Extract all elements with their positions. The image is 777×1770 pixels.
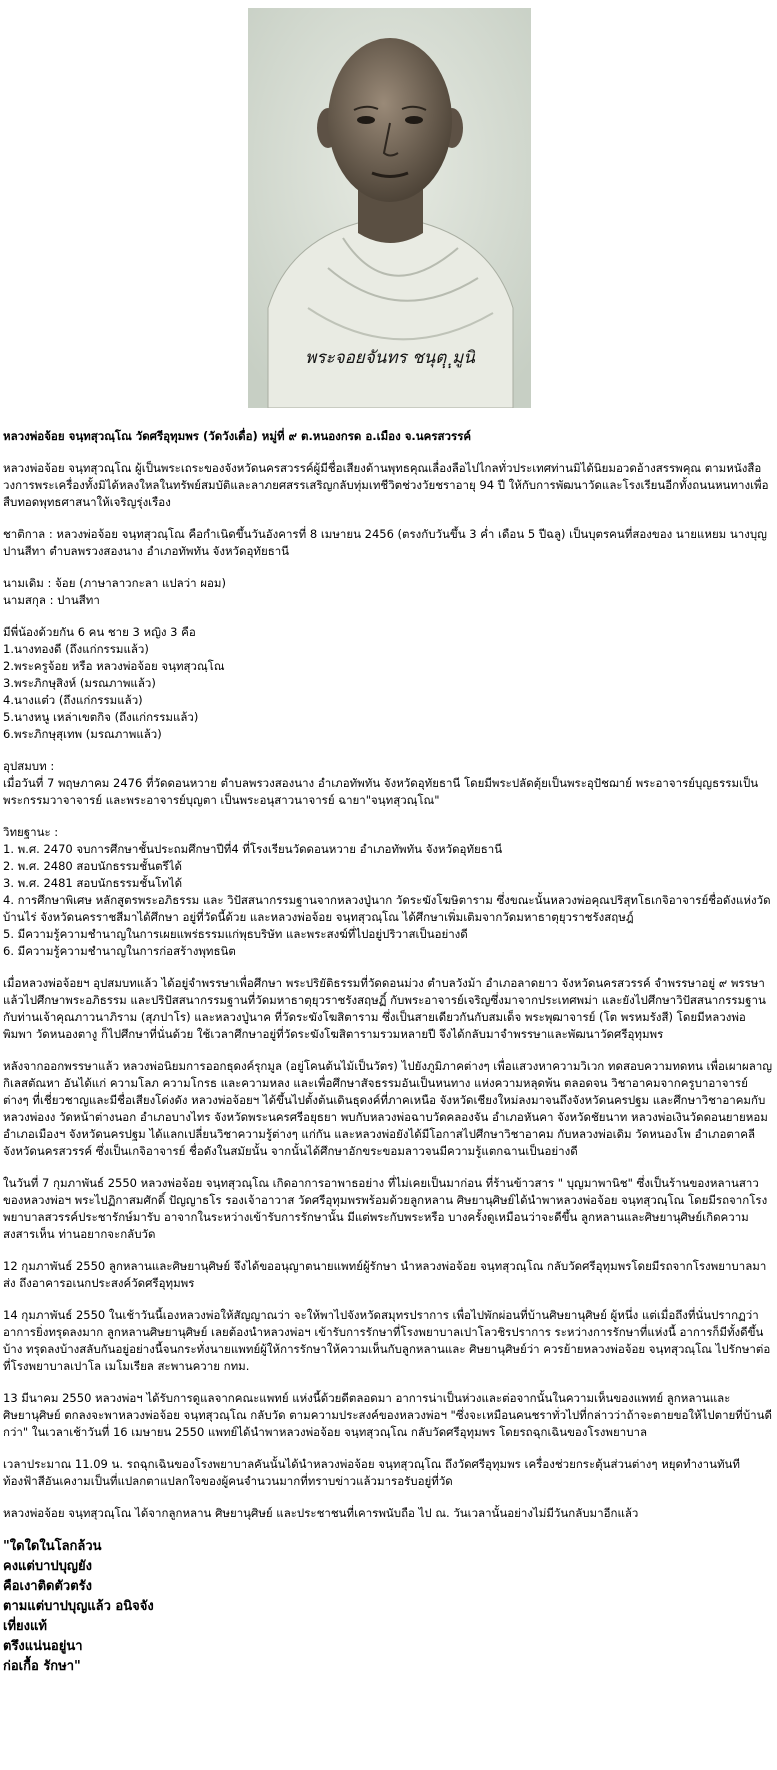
- story-paragraph: 14 กุมภาพันธ์ 2550 ในเช้าวันนี้เองหลวงพ่อให้สัญญาณว่า จะให้พาไปจังหวัดสมุทรปราการ เพื่อไปพักผ่อนที่บ้านศิษยานุศิษย์ ผู้หนึ่ง แต่เมื่อถึงที่นั่นปรากฏว่าอาการยิ่งทรุดลงมาก ลูกหลานศิษยานุศิษย์ เลยต้องนำหลวงพ่อฯ เข้ารับการรักษาที่โรงพยาบาลเปาโลวชิรปราการ ระหว่างการรักษาที่แห่งนี้ อาการก็มีทั้งดีขึ้นบ้าง ทรุดลงบ้างสลับกันอยู่อย่างนี้จนกระทั่งนายแพทย์ผู้ให้การรักษาให้ความเห็นกับลูกหลานและ ศิษยานุศิษย์ว่า ควรย้ายหลวงพ่อจ้อย จนฺทสุวณฺโณ ไปรักษาต่อที่โรงพยาบาลเปาโล เมโมเรียล สะพานควาย กทม.: [3, 1308, 771, 1373]
- story-paragraph: 12 กุมภาพันธ์ 2550 ลูกหลานและศิษยานุศิษย์ จึงได้ขออนุญาตนายแพทย์ผู้รักษา นำหลวงพ่อจ้อย จนฺทสุวณฺโณ กลับวัดศรีอุทุมพรโดยมีรถจากโรงพยาบาลมาส่ง ถึงอาคารอเนกประสงค์วัดศรีอุทุมพร: [3, 1259, 767, 1290]
- monk-portrait-illustration: [248, 8, 531, 408]
- closing-poem: [3, 1537, 773, 1677]
- list-item: 1. พ.ศ. 2470 จบการศึกษาชั้นประถมศึกษาปีที่4 ที่โรงเรียนวัดดอนหวาย อำเภอทัพทัน จังหวัดอุทัยธานี: [3, 842, 503, 856]
- birth-name: นามเดิม : จ้อย (ภาษาลาวกะลา แปลว่า ผอม): [3, 576, 226, 590]
- list-item: 3. พ.ศ. 2481 สอบนักธรรมชั้นโทได้: [3, 876, 183, 890]
- story-paragraph: หลังจากออกพรรษาแล้ว หลวงพ่อนิยมการออกธุดงค์รุกมูล (อยู่โคนต้นไม้เป็นวัตร) ไปยังภูมิภาคต่างๆ เพื่อแสวงหาความวิเวก ทดสอบความทดทน เพื่อเผาผลาญกิเลสตัณหา อันได้แก่ ความโลภ ความโกรธ และความหลง และเพื่อศึกษาสัจธรรมอันเป็นหนทาง แห่งความหลุดพ้น ตลอดจน วิชาอาคมจากครูบาอาจารย์ ต่างๆ ที่เชี่ยวชาญและมีชื่อเสียงโด่งดัง หลวงพ่อจ้อยฯ ได้ขึ้นไปตั้งต้นเดินธุดงค์ที่ภาคเหนือ จังหวัดเชียงใหม่ลงมาจนถึงจังหวัดนครปฐม และศึกษาวิชาอาคมกับหลวงพ่องง วัดหน้าต่างนอก อำเภอบางไทร จังหวัดพระนครศรีอยุธยา พบกับหลวงพ่อฉาบวัดคลองจัน อำเภอหันคา จังหวัดชัยนาท หลวงพ่อเงินวัดดอนยายหอม อำเภอเมืองฯ จังหวัดนครปฐม ได้แลกเปลี่ยนวิชาความรู้ต่างๆ แก่กัน และหลวงพ่อยังได้มีโอกาสไปศึกษาวิชาอาคม กับหลวงพ่อเดิม วัดหนองโพ อำเภอตาคลี จังหวัดนครสวรรค์ ซึ่งเป็นเกจิอาจารย์ ชื่อดังในสมัยนั้น จากนั้นได้ศึกษาอักขระขอมลาวจนมีความรู้แตกฉานเป็นอย่างดี: [3, 1059, 773, 1158]
- list-item: 1.นางทองดี (ถึงแก่กรรมแล้ว): [3, 642, 149, 656]
- portrait-photo: [248, 8, 531, 408]
- list-item: 5.นางหนู เหล่าเขตกิจ (ถึงแก่กรรมแล้ว): [3, 710, 199, 724]
- story-paragraph: หลวงพ่อจ้อย จนฺทสุวณฺโณ ได้จากลูกหลาน ศิษยานุศิษย์ และประชาชนที่เคารพนับถือ ไป ณ. วันเวลานั้นอย่างไม่มีวันกลับมาอีกแล้ว: [3, 1506, 639, 1520]
- birth-paragraph: ชาติกาล : หลวงพ่อจ้อย จนฺทสุวณฺโณ คือกำเนิดขึ้นวันอังคารที่ 8 เมษายน 2456 (ตรงกับวันขึ้น 3 ค่ำ เดือน 5 ปีฉลู) เป็นบุตรคนที่สองของ นายแหยม นางบุญ ปานสีทา ตำบลพรวงสองนาง อำเภอทัพทัน จังหวัดอุทัยธานี: [3, 527, 767, 558]
- list-item: 4. การศึกษาพิเศษ หลักสูตรพระอภิธรรม และ วิปัสสนากรรมฐานจากหลวงปู่นาก วัดระฆังโฆษิตาราม ซึ่งขณะนั้นหลวงพ่อคุณปริสุทโธเกจิอาจารย์ชื่อดังแห่งวัดบ้านไร่ จังหวัดนครราชสีมาได้ศึกษา อยู่ที่วัดนี้ด้วย และหลวงพ่อจ้อย จนฺทสุวณฺโณ ได้ศึกษาเพิ่มเติมจากวัดมหาธาตุยุวราชรังสฤษฎ์: [3, 893, 771, 924]
- names-block: [3, 575, 773, 609]
- ordination-block: [3, 758, 773, 809]
- list-item: 6. มีความรู้ความชำนาญในการก่อสร้างพุทธนิต: [3, 944, 236, 958]
- story-paragraph: 13 มีนาคม 2550 หลวงพ่อฯ ได้รับการดูแลจากคณะแพทย์ แห่งนี้ด้วยดีตลอดมา อาการน่าเป็นห่วงและต่อจากนั้นในความเห็นของแพทย์ ลูกหลานและศิษยานุศิษย์ ตกลงจะพาหลวงพ่อจ้อย จนฺทสุวณฺโณ กลับวัด ตามความประสงค์ของหลวงพ่อฯ "ซึ่งจะเหมือนคนชราทั่วไปที่กล่าวว่าถ้าจะตายขอให้ไปตายที่บ้านดีกว่า" ในเวลาเช้าวันที่ 16 เมษายน 2550 แพทย์ได้นำพาหลวงพ่อจ้อย จนฺทสุวณฺโณ กลับวัดศรีอุทุมพร โดยรถฉุกเฉินของโรงพยาบาล: [3, 1391, 772, 1439]
- poem-line: คงแต่บาปบุญยัง: [3, 1559, 92, 1574]
- poem-line: "ใดใดในโลกล้วน: [3, 1539, 102, 1554]
- list-item: 6.พระภิกษุสุเทพ (มรณภาพแล้ว): [3, 727, 162, 741]
- poem-line: ตามแต่บาปบุญแล้ว อนิจจัง: [3, 1599, 154, 1614]
- education-heading: วิทยฐานะ :: [3, 825, 59, 839]
- story-paragraph: ในวันที่ 7 กุมภาพันธ์ 2550 หลวงพ่อจ้อย จนฺทสุวณฺโณ เกิดอาการอาพาธอย่าง ที่ไม่เคยเป็นมาก่อน ที่ร้านข้าวสาร " บุญมาพานิช" ซึ่งเป็นร้านของหลานสาวของหลวงพ่อฯ พระไปฏิกาสมศักดิ์ ปัญญาธโร รองเจ้าอาวาส วัดศรีอุทุมพรพร้อมด้วยลูกหลาน ศิษยานุศิษย์ได้นำพาหลวงพ่อจ้อย จนฺทสุวณฺโณ โดยมีรถจากโรงพยาบาลสวรรค์ประชารักษ์มารับ อาจากในระหว่างเข้ารับการรักษานั้น มีแต่พระกับพระหรือ บางครั้งดูเหมือนว่าจะดีขึ้น ลูกหลานและศิษยานุศิษย์เกิดความสงสารเห็น ท่านอยากจะกลับวัด: [3, 1176, 768, 1241]
- surname: นามสกุล : ปานสีทา: [3, 593, 100, 607]
- list-item: 5. มีความรู้ความชำนาญในการเผยแพร่ธรรมแก่พุธบริษัท และพระสงฆ์ที่ไปอยู่ปริวาสเป็นอย่างดี: [3, 927, 468, 941]
- ordination-heading: อุปสมบท :: [3, 759, 55, 773]
- list-item: 2. พ.ศ. 2480 สอบนักธรรมชั้นตรีได้: [3, 859, 182, 873]
- poem-line: ตรึงแน่นอยู่นา: [3, 1639, 83, 1654]
- siblings-block: [3, 624, 773, 743]
- ordination-text: เมื่อวันที่ 7 พฤษภาคม 2476 ที่วัดดอนหวาย ตำบลพรวงสองนาง อำเภอทัพทัน จังหวัดอุทัยธานี โดยมีพระปลัดตุ้ยเป็นพระอุปัชฌาย์ พระอาจารย์บุญธรรมเป็น พระกรรมวาจาจารย์ และพระอาจารย์บุญตา เป็นพระอนุสาวนาจารย์ ฉายา"จนฺทสุวณฺโณ": [3, 776, 759, 807]
- poem-line: เที่ยงแท้: [3, 1619, 47, 1634]
- list-item: 3.พระภิกษุสิงห์ (มรณภาพแล้ว): [3, 676, 156, 690]
- education-block: [3, 824, 773, 960]
- siblings-heading: มีพี่น้องด้วยกัน 6 คน ชาย 3 หญิง 3 คือ: [3, 625, 196, 639]
- list-item: 2.พระครูจ้อย หรือ หลวงพ่อจ้อย จนฺทสุวณฺโณ: [3, 659, 225, 673]
- signature-text: พระจอยจันทร ชนุตฺฺ ฺฺมูนิ: [305, 348, 475, 368]
- story-paragraph: เมื่อหลวงพ่อจ้อยฯ อุปสมบทแล้ว ได้อยู่จำพรรษาเพื่อศึกษา พระปริยัติธรรมที่วัดดอนม่วง ตำบลวังม้า อำเภอลาดยาว จังหวัดนครสวรรค์ จำพรรษาอยู่ ๙ พรรษา แล้วไปศึกษาพระอภิธรรม และปริปัสสนากรรมฐานที่วัดมหาธาตุยุวราชรังสฤษฏิ์ กับพระอาจารย์เจริญซึ่งมาจากประเทศพม่า และยังไปศึกษาวิปัสสนากรรมฐาน กับท่านเจ้าคุณภาวนาภิราม (สุภปาโร) และหลวงปู่นาค ที่วัดระฆังโฆสิตาราม ซึ่งเป็นสายเดียวกันกับสมเด็จ พระพุฒาจารย์ (โต พรหมรังสี) โดยมีหลวงพ่อพิมพา วัดหนองตางู ก็ไปศึกษาที่นั่นด้วย ใช้เวลาศึกษาอยู่ที่วัดระฆังโฆสิตารามรวมหลายปี จึงได้กลับมาจำพรรษาและพัฒนาวัดศรีอุทุมพร: [3, 976, 766, 1041]
- poem-line: คือเงาติดตัวตรัง: [3, 1579, 92, 1594]
- article-title: หลวงพ่อจ้อย จนฺทสุวณฺโณ วัดศรีอุทุมพร (วัดวังเดื่อ) หมู่ที่ ๙ ต.หนองกรด อ.เมือง จ.นครสวรรค์: [3, 429, 472, 443]
- list-item: 4.นางแต๋ว (ถึงแก่กรรมแล้ว): [3, 693, 143, 707]
- story-paragraph: เวลาประมาณ 11.09 น. รถฉุกเฉินของโรงพยาบาลคันนั้นได้นำหลวงพ่อจ้อย จนฺทสุวณฺโณ ถึงวัดศรีอุทุมพร เครื่องช่วยกระตุ้นส่วนต่างๆ หยุดทำงานทันที ท้องฟ้าสีอันเคงามเป็นที่แปลกตาแปลกใจของผู้คนจำนวนมากที่ทราบข่าวแล้วมารอรับอยู่ที่วัด: [3, 1457, 740, 1488]
- poem-line: ก่อเกื้อ รักษา": [3, 1659, 81, 1674]
- article-body: [3, 428, 773, 1677]
- intro-paragraph: หลวงพ่อจ้อย จนฺทสุวณฺโณ ผู้เป็นพระเถระของจังหวัดนครสวรรค์ผู้มีชื่อเสียงด้านพุทธคุณเลื่องลือไปไกลทั่วประเทศท่านมิได้นิยมอวดอ้างสรรพคุณ ตามหนังสือวงการพระเครื่องทั้งมิได้หลงใหลในทรัพย์สมบัติและลาภยศสรรเสริญกลับทุ่มเทชีวิตช่วงวัยชราอายุ 94 ปี ให้กับการพัฒนาวัดและโรงเรียนอีกทั้งถนนหนทางเพื่อสืบทอดพุทธศาสนาให้เจริญรุ่งเรือง: [3, 461, 769, 509]
